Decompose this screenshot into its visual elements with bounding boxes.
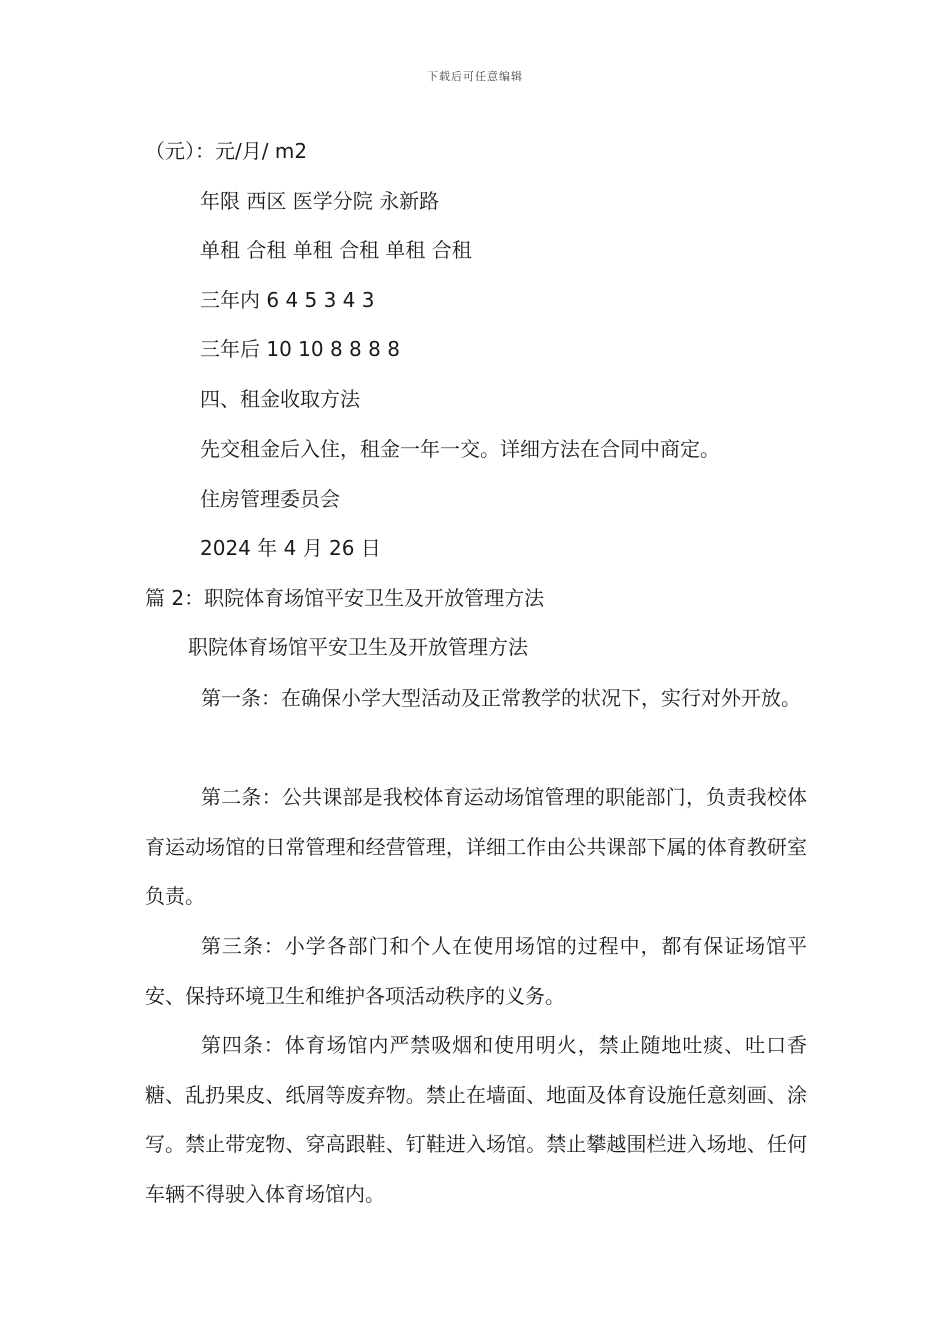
signoff-date: 2024 年 4 月 26 日 [200,536,381,560]
section-4-body: 先交租金后入住，租金一年一交。详细方法在合同中商定。 [200,437,720,461]
rent-table-header-row: 年限 西区 医学分院 永新路 [200,189,440,213]
rent-unit-line: （元）：元/月/ m2 [145,139,308,163]
article-2-title: 职院体育场馆平安卫生及开放管理方法 [188,635,528,659]
rent-table-row-after-three-years: 三年后 10 10 8 8 8 8 [200,337,400,361]
article-paragraph-4: 第四条：体育场馆内严禁吸烟和使用明火，禁止随地吐痰、吐口香糖、乱扔果皮、纸屑等废弃物。禁止在墙面、地面及体育设施任意刻画、涂写。禁止带宠物、穿高跟鞋、钉鞋进入场馆。禁止攀越围栏进入场地、任何车辆不得驶入体育场馆内。 [145,1033,807,1206]
rent-table-row-within-three-years: 三年内 6 4 5 3 4 3 [200,288,375,312]
article-2-heading: 篇 2：职院体育场馆平安卫生及开放管理方法 [145,586,545,610]
page-header-note: 下载后可任意编辑 [427,70,523,83]
article-paragraph-3: 第三条：小学各部门和个人在使用场馆的过程中，都有保证场馆平安、保持环境卫生和维护各项活动秩序的义务。 [145,934,807,1008]
section-4-heading: 四、租金收取方法 [200,387,360,411]
article-paragraph-2: 第二条：公共课部是我校体育运动场馆管理的职能部门，负责我校体育运动场馆的日常管理和经营管理，详细工作由公共课部下属的体育教研室负责。 [145,785,807,909]
article-paragraph-1: 第一条：在确保小学大型活动及正常教学的状况下，实行对外开放。 [201,686,801,710]
signoff-organization: 住房管理委员会 [200,487,340,511]
rent-table-type-row: 单租 合租 单租 合租 单租 合租 [200,238,472,262]
